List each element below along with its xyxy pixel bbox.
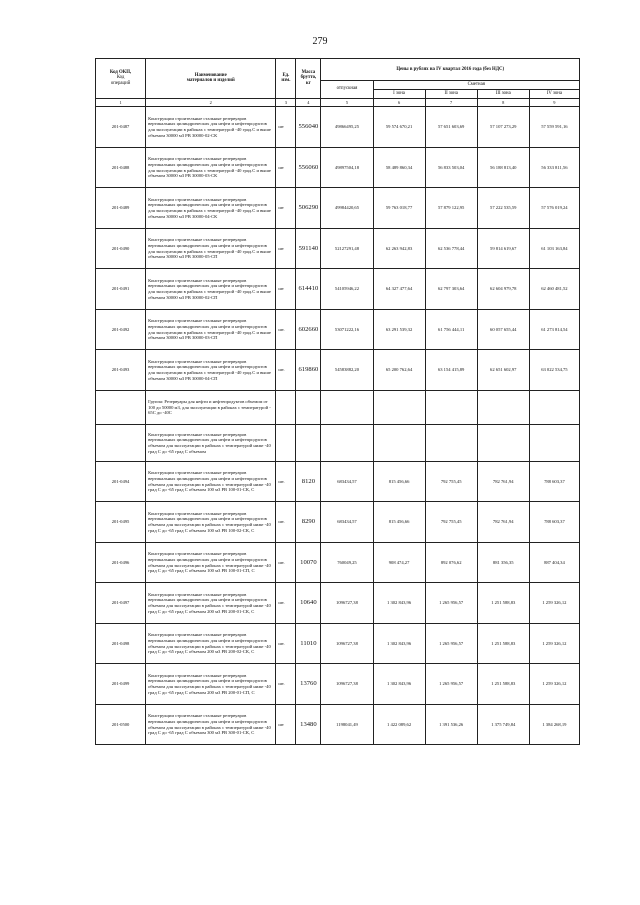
- column-number: 7: [425, 98, 477, 107]
- table-row: [96, 542, 580, 583]
- mass-cell: 614410: [296, 269, 321, 310]
- zone-1-price-cell: 63 291 539,32: [373, 309, 425, 350]
- mass-cell: 13480: [296, 704, 321, 745]
- unit-cell: шт: [276, 107, 296, 148]
- table-row: [96, 583, 580, 624]
- zone-2-price-cell: 1 265 956,57: [425, 664, 477, 705]
- transfer-price-cell: 1096727,38: [321, 664, 373, 705]
- zone-4-price-cell: 61 273 814,54: [529, 309, 579, 350]
- zone-4-price-cell: 1 384 268,19: [529, 704, 579, 745]
- column-number: 5: [321, 98, 373, 107]
- unit-header: Ед. изм.: [276, 59, 296, 99]
- zone-3-price-cell: 782 761,94: [477, 502, 529, 543]
- zone-4-price-cell: 1 259 326,12: [529, 583, 579, 624]
- zone-3-price-cell: 56 188 813,40: [477, 147, 529, 188]
- column-numbers-row: [96, 98, 580, 107]
- item-name-cell: Конструкции строительные стальные резервуаров вертикальных цилиндрических для нефти и нефтепродуктов объемом для эксплуатации в районах с температурой ниже -40 град С до -65 град С объемом 100 м3 РВ 100-01-СП, С: [146, 542, 276, 583]
- zone-2-price-cell: 62 536 778,44: [425, 228, 477, 269]
- table-row: [96, 350, 580, 391]
- mass-cell: 11010: [296, 623, 321, 664]
- table-header: [96, 59, 580, 107]
- empty-cell: [321, 390, 373, 424]
- zone-1-price-cell: 815 456,66: [373, 461, 425, 502]
- item-name-cell: Конструкции строительные стальные резервуаров вертикальных цилиндрических для нефти и нефтепродуктов объемом для эксплуатации в районах с температурой ниже -40 град С до -65 град С объемом 200 м3 РВ 200-01-СК, С: [146, 583, 276, 624]
- unit-cell: шт.: [276, 664, 296, 705]
- empty-cell: [425, 390, 477, 424]
- table-body: [96, 107, 580, 745]
- item-name-cell: Конструкции строительные стальные резервуаров вертикальных цилиндрических для нефти и нефтепродуктов для эксплуатации в районах с температурой -40 град.С и выше объемом 30000 м3 РВ 30000-03-СК: [146, 147, 276, 188]
- zone-4-price-cell: 57 576 019,24: [529, 188, 579, 229]
- mass-cell: 602660: [296, 309, 321, 350]
- group-name-cell: Группа: Резервуары для нефти и нефтепродуктов объемом от 100 до 50000 м3, для эксплуатации в районах с температурой - 65С до -40С: [146, 390, 276, 424]
- mass-cell: 8290: [296, 502, 321, 543]
- transfer-price-cell: 49897504,18: [321, 147, 373, 188]
- table-row: [96, 188, 580, 229]
- mass-cell: 556040: [296, 107, 321, 148]
- transfer-price-cell: 52127291,48: [321, 228, 373, 269]
- mass-cell: 619860: [296, 350, 321, 391]
- zone-3-price-cell: 59 814 619,67: [477, 228, 529, 269]
- mass-cell: 13760: [296, 664, 321, 705]
- transfer-price-cell: 1096727,38: [321, 623, 373, 664]
- zone-4-price-cell: 61 103 163,84: [529, 228, 579, 269]
- unit-cell: шт.: [276, 542, 296, 583]
- empty-cell: [296, 424, 321, 461]
- estimated-header: Сметная: [373, 81, 579, 90]
- transfer-price-cell: 54583882,20: [321, 350, 373, 391]
- unit-cell: шт: [276, 147, 296, 188]
- empty-cell: [321, 424, 373, 461]
- zone-3-price-cell: 1 251 588,83: [477, 583, 529, 624]
- empty-cell: [477, 424, 529, 461]
- item-name-cell: Конструкции строительные стальные резервуаров вертикальных цилиндрических для нефти и нефтепродуктов для эксплуатации в районах с температурой -40 град.С и выше объемом 30000 м3 РВ 30000-05-СП: [146, 228, 276, 269]
- zone-2-header: II зона: [425, 89, 477, 98]
- zone-2-price-cell: 1 391 536,26: [425, 704, 477, 745]
- zone-3-price-cell: 1 251 588,83: [477, 664, 529, 705]
- zone-2-price-cell: 1 265 956,57: [425, 583, 477, 624]
- empty-cell: [373, 424, 425, 461]
- item-name-cell: Конструкции строительные стальные резервуаров вертикальных цилиндрических для нефти и нефтепродуктов для эксплуатации в районах с температурой -40 град.С и выше объемом 30000 м3 РВ 30000-03-СП: [146, 309, 276, 350]
- mass-header: Масса брутто, кг: [296, 59, 321, 99]
- transfer-price-cell: 683434,57: [321, 461, 373, 502]
- zone-1-header: I зона: [373, 89, 425, 98]
- empty-cell: [276, 390, 296, 424]
- okp-code-cell: [96, 390, 146, 424]
- empty-cell: [373, 390, 425, 424]
- zone-1-price-cell: 65 200 762,64: [373, 350, 425, 391]
- zone-1-price-cell: 64 327 477,64: [373, 269, 425, 310]
- item-name-cell: Конструкции строительные стальные резервуаров вертикальных цилиндрических для нефти и нефтепродуктов для эксплуатации в районах с температурой -40 град.С и выше объемом 30000 м3 РВ 30000-02-СП: [146, 269, 276, 310]
- unit-cell: шт.: [276, 309, 296, 350]
- zone-2-price-cell: 57 651 603,69: [425, 107, 477, 148]
- price-title-header: Цены в рублях на IV квартал 2016 года (без НДС): [321, 59, 580, 81]
- item-name-cell: Конструкции строительные стальные резервуаров вертикальных цилиндрических для нефти и нефтепродуктов для эксплуатации в районах с температурой -40 град.С и выше объемом 30000 м3 РВ 30000-04-СП: [146, 350, 276, 391]
- mass-cell: 556060: [296, 147, 321, 188]
- column-number: 4: [296, 98, 321, 107]
- unit-cell: шт.: [276, 502, 296, 543]
- mass-cell: 8120: [296, 461, 321, 502]
- zone-3-price-cell: 57 107 273,29: [477, 107, 529, 148]
- table-row: [96, 309, 580, 350]
- column-number: 9: [529, 98, 579, 107]
- zone-2-price-cell: 1 265 956,57: [425, 623, 477, 664]
- unit-cell: шт: [276, 228, 296, 269]
- subgroup-row: [96, 424, 580, 461]
- mass-cell: 506290: [296, 188, 321, 229]
- okp-code-cell: 201-0499: [96, 664, 146, 705]
- okp-code-cell: 201-0491: [96, 269, 146, 310]
- item-name-cell: Конструкции строительные стальные резервуаров вертикальных цилиндрических для нефти и нефтепродуктов объемом для эксплуатации в районах с температурой ниже -40 град С до -65 град С объемом 200 м3 РВ 200-01-СП, С: [146, 664, 276, 705]
- table-row: [96, 502, 580, 543]
- transfer-price-cell: 1198041,49: [321, 704, 373, 745]
- column-number: 2: [146, 98, 276, 107]
- item-name-cell: Конструкции строительные стальные резервуаров вертикальных цилиндрических для нефти и нефтепродуктов для эксплуатации в районах с температурой -40 град.С и выше объемом 30000 м3 РВ 30000-02-СК: [146, 107, 276, 148]
- zone-3-price-cell: 881 356,35: [477, 542, 529, 583]
- okp-code-cell: 201-0497: [96, 583, 146, 624]
- zone-4-price-cell: 62 460 481,52: [529, 269, 579, 310]
- zone-1-price-cell: 58 489 860,34: [373, 147, 425, 188]
- table-row: [96, 704, 580, 745]
- transfer-price-cell: 49866495,25: [321, 107, 373, 148]
- zone-2-price-cell: 63 154 415,89: [425, 350, 477, 391]
- mass-cell: 591140: [296, 228, 321, 269]
- zone-1-price-cell: 1 302 843,96: [373, 583, 425, 624]
- zone-2-price-cell: 792 755,45: [425, 502, 477, 543]
- empty-cell: [425, 424, 477, 461]
- zone-1-price-cell: 59 763 018,77: [373, 188, 425, 229]
- okp-code-cell: 201-0492: [96, 309, 146, 350]
- unit-cell: шт: [276, 188, 296, 229]
- page-number: 279: [312, 36, 328, 47]
- group-row: [96, 390, 580, 424]
- zone-2-price-cell: 56 833 503,04: [425, 147, 477, 188]
- name-header: Наименование материалов и изделий: [146, 59, 276, 99]
- zone-3-price-cell: 62 604 979,78: [477, 269, 529, 310]
- empty-cell: [529, 390, 579, 424]
- okp-code-cell: 201-0493: [96, 350, 146, 391]
- transfer-price-cell: 760049,25: [321, 542, 373, 583]
- zone-3-price-cell: 60 057 655,44: [477, 309, 529, 350]
- transfer-header: отпускная: [321, 81, 373, 99]
- zone-3-price-cell: 57 222 535,59: [477, 188, 529, 229]
- item-name-cell: Конструкции строительные стальные резервуаров вертикальных цилиндрических для нефти и нефтепродуктов объемом для эксплуатации в районах с температурой ниже -40 град С до -65 град С объемом 100 м3 РВ 100-01-СК, С: [146, 461, 276, 502]
- zone-3-price-cell: 62 651 602,97: [477, 350, 529, 391]
- mass-cell: 10070: [296, 542, 321, 583]
- okp-code-cell: 201-0500: [96, 704, 146, 745]
- column-number: 6: [373, 98, 425, 107]
- zone-4-price-cell: 887 404,34: [529, 542, 579, 583]
- transfer-price-cell: 683434,57: [321, 502, 373, 543]
- empty-cell: [477, 390, 529, 424]
- unit-cell: шт.: [276, 583, 296, 624]
- zone-1-price-cell: 1 422 089,62: [373, 704, 425, 745]
- zone-4-header: IV зона: [529, 89, 579, 98]
- transfer-price-cell: 54105946,22: [321, 269, 373, 310]
- table-row: [96, 269, 580, 310]
- okp-code-cell: 201-0496: [96, 542, 146, 583]
- table-row: [96, 147, 580, 188]
- zone-4-price-cell: 1 259 326,12: [529, 623, 579, 664]
- table-row: [96, 107, 580, 148]
- zone-2-price-cell: 57 879 122,95: [425, 188, 477, 229]
- zone-3-price-cell: 782 761,94: [477, 461, 529, 502]
- item-name-cell: Конструкции строительные стальные резервуаров вертикальных цилиндрических для нефти и нефтепродуктов объемом для эксплуатации в районах с температурой ниже -40 град С до -65 град С объемом 100 м3 РВ 100-02-СК, С: [146, 502, 276, 543]
- okp-code-cell: 201-0487: [96, 107, 146, 148]
- zone-3-price-cell: 1 375 749,84: [477, 704, 529, 745]
- item-name-cell: Конструкции строительные стальные резервуаров вертикальных цилиндрических для нефти и нефтепродуктов объемом для эксплуатации в районах с температурой ниже -40 град С до -65 град С объемом 300 м3 РВ 300-01-СК, С: [146, 704, 276, 745]
- zone-1-price-cell: 908 474,27: [373, 542, 425, 583]
- unit-cell: шт: [276, 269, 296, 310]
- column-number: 8: [477, 98, 529, 107]
- transfer-price-cell: 53071222,16: [321, 309, 373, 350]
- empty-cell: [296, 390, 321, 424]
- okp-code-cell: [96, 424, 146, 461]
- zone-2-price-cell: 892 076,62: [425, 542, 477, 583]
- zone-4-price-cell: 788 603,37: [529, 502, 579, 543]
- table-row: [96, 664, 580, 705]
- zone-3-header: III зона: [477, 89, 529, 98]
- unit-cell: шт: [276, 704, 296, 745]
- column-number: 1: [96, 98, 146, 107]
- zone-1-price-cell: 62 263 942,83: [373, 228, 425, 269]
- unit-cell: шт.: [276, 623, 296, 664]
- okp-code-cell: 201-0494: [96, 461, 146, 502]
- okp-code-cell: 201-0488: [96, 147, 146, 188]
- unit-cell: шт.: [276, 461, 296, 502]
- table-row: [96, 623, 580, 664]
- item-name-cell: Конструкции строительные стальные резервуаров вертикальных цилиндрических для нефти и нефтепродуктов объемом для эксплуатации в районах с температурой ниже -40 град С до -65 град С объемом 200 м3 РВ 200-02-СК, С: [146, 623, 276, 664]
- subgroup-name-cell: Конструкции строительные стальные резервуаров вертикальных цилиндрических для нефти и нефтепродуктов объемом для эксплуатации в районах с температурой ниже -40 град С до -65 град С объемом: [146, 424, 276, 461]
- empty-cell: [529, 424, 579, 461]
- zone-1-price-cell: 815 456,66: [373, 502, 425, 543]
- transfer-price-cell: 1096727,38: [321, 583, 373, 624]
- column-number: 3: [276, 98, 296, 107]
- zone-3-price-cell: 1 251 588,83: [477, 623, 529, 664]
- okp-code-cell: 201-0495: [96, 502, 146, 543]
- zone-4-price-cell: 1 259 326,12: [529, 664, 579, 705]
- zone-4-price-cell: 63 022 534,75: [529, 350, 579, 391]
- okp-code-cell: 201-0489: [96, 188, 146, 229]
- mass-cell: 10640: [296, 583, 321, 624]
- zone-2-price-cell: 792 755,45: [425, 461, 477, 502]
- zone-2-price-cell: 62 797 303,64: [425, 269, 477, 310]
- zone-4-price-cell: 57 559 591,16: [529, 107, 579, 148]
- table-row: [96, 228, 580, 269]
- zone-4-price-cell: 788 603,37: [529, 461, 579, 502]
- unit-cell: шт.: [276, 350, 296, 391]
- zone-1-price-cell: 1 302 843,96: [373, 623, 425, 664]
- table-row: [96, 461, 580, 502]
- transfer-price-cell: 49984420,65: [321, 188, 373, 229]
- price-table: [95, 58, 580, 745]
- empty-cell: [276, 424, 296, 461]
- zone-4-price-cell: 56 333 811,56: [529, 147, 579, 188]
- zone-2-price-cell: 61 756 444,11: [425, 309, 477, 350]
- zone-1-price-cell: 59 574 670,21: [373, 107, 425, 148]
- okp-header: Код ОКП, Код операций: [96, 59, 146, 99]
- item-name-cell: Конструкции строительные стальные резервуаров вертикальных цилиндрических для нефти и нефтепродуктов для эксплуатации в районах с температурой -40 град.С и выше объемом 30000 м3 РВ 30000-04-СК: [146, 188, 276, 229]
- okp-code-cell: 201-0490: [96, 228, 146, 269]
- zone-1-price-cell: 1 302 843,96: [373, 664, 425, 705]
- okp-code-cell: 201-0498: [96, 623, 146, 664]
